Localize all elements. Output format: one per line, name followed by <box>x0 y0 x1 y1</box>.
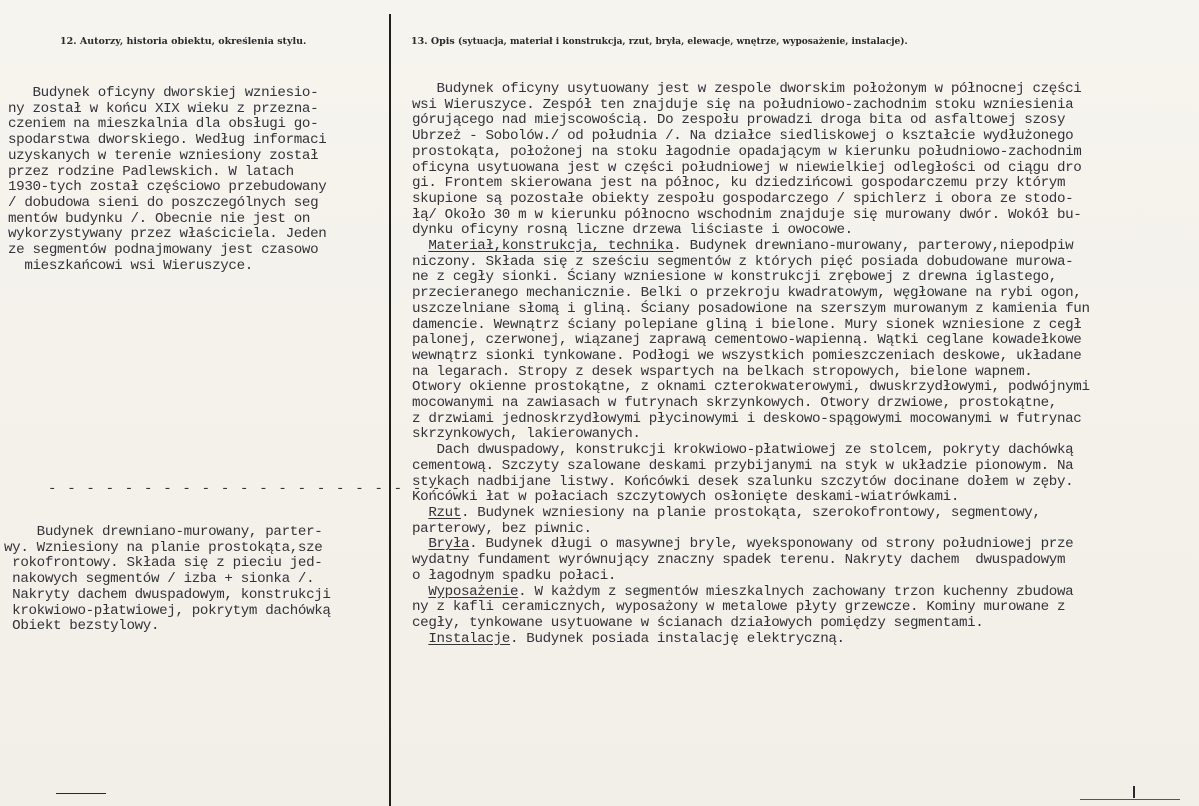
heading-rzut: Rzut <box>428 504 461 521</box>
history-line: przez rodzine Padlewskich. W latach <box>8 163 294 180</box>
history-line: mentów budynku /. Obecnie nie jest on <box>8 210 311 227</box>
bottom-tick-mark <box>1133 786 1135 798</box>
history-line: mieszkańcowi wsi Wieruszyce. <box>8 257 253 274</box>
summary-line: rokofrontowy. Składa się z pieciu jed- <box>4 555 323 572</box>
history-line: czeniem na mieszkalnia dla obsługi go- <box>8 116 319 133</box>
style-summary-text <box>4 525 331 635</box>
description-line: prostokąta, położonej na stoku łagodnie opadającym w kierunku południowo-zachodnim <box>412 143 1082 160</box>
history-line: ny został w końcu XIX wieku z przezna- <box>8 100 319 117</box>
description-line: wydatny fundament wyrównujący znaczny spadek terenu. Nakryty dachem dwuspadowym <box>412 552 1066 569</box>
description-line: niczony. Składa się z sześciu segmentów z których pięć posiada dobudowane murowa- <box>412 253 1074 270</box>
section-13-header <box>411 36 908 47</box>
bottom-rule-left <box>56 793 106 794</box>
description-line <box>412 537 1090 553</box>
column-divider <box>389 14 391 806</box>
history-line: / dobudowa sieni do poszczególnych seg <box>8 194 319 211</box>
section-12-header: 12. Autorzy, historia obiektu, określenia stylu. <box>60 36 307 47</box>
description-fragment: . Budynek drewniano-murowany, parterowy,niepodpiw <box>673 238 1074 255</box>
description-line: cementową. Szczyty szalowane deskami przybijanymi na styk w układzie pionowym. Na <box>412 457 1074 474</box>
history-line: wykorzystywany przez właściciela. Jeden <box>8 226 327 243</box>
section-13-subtitle: (sytuacja, materiał i konstrukcja, rzut, bryła, elewacje, wnętrze, wyposażenie, instalacje). <box>458 37 908 47</box>
description-line: Ubrzeż - Sobolów./ od południa /. Na działce siedliskowej o kształcie wydłużonego <box>412 128 1074 145</box>
history-line: spodarstwa dworskiego. Według informaci <box>8 132 327 149</box>
summary-line: Budynek drewniano-murowany, parter- <box>4 524 323 540</box>
summary-line: krokwiowo-płatwiowej, pokrytym dachówką <box>4 602 331 619</box>
description-line: na legarach. Stropy z desek wspartych na belkach stropowych, bielone wapnem. <box>412 363 1033 380</box>
description-text <box>412 82 1090 647</box>
description-line: górującego nad miejscowością. Do zespołu prowadzi droga bita od asfaltowej szosy <box>412 112 1066 129</box>
description-line: Końcówki łat w połaciach szczytowych osłonięte deskami-wiatrówkami. <box>412 489 959 506</box>
description-line: Otwory okienne prostokątne, z oknami czterokwaterowymi, dwuskrzydłowymi, podwójnymi <box>412 379 1090 396</box>
description-line: Dach dwuspadowy, konstrukcji krokwiowo-płatwiowej ze stolcem, pokryty dachówką <box>412 442 1074 459</box>
heading-bryla: Bryła <box>428 536 470 553</box>
dashed-separator: - - - - - - - - - - - - - - - - - - - - - - <box>48 481 461 497</box>
description-line <box>412 239 1090 255</box>
description-line: palonej, czerwonej, wiązanej zaprawą cementowo-wapienną. Wątki ceglane kowadełkowe <box>412 332 1082 349</box>
description-line: skrzynkowych, lakierowanych. <box>412 426 641 443</box>
summary-line: wy. Wzniesiony na planie prostokąta,sze <box>4 539 323 556</box>
description-line: Budynek oficyny usytuowany jest w zespole dworskim położonym w północnej części <box>412 81 1082 97</box>
description-line: damencie. Wewnątrz ściany polepiane gliną i bielone. Mury sionek wzniesione z cegł <box>412 316 1082 333</box>
description-fragment: . Budynek wzniesiony na planie prostokąta, szerokofrontowy, segmentowy, <box>460 504 1041 521</box>
description-line <box>412 506 1090 522</box>
description-line: ne z cegły sionki. Ściany wzniesione w konstrukcji zrębowej z drewna iglastego, <box>412 269 1057 286</box>
description-line: o łagodnym spadku połaci. <box>412 567 617 584</box>
heading-instalacje: Instalacje <box>428 630 510 647</box>
description-line: gi. Frontem skierowana jest na północ, ku dziedzińcowi gospodarczemu przy którym <box>412 175 1066 192</box>
description-line: wewnątrz sionki tynkowane. Podłogi we wszystkich pomieszczeniach deskowe, układane <box>412 347 1082 364</box>
description-line: oficyna usytuowana jest w części południowej w niewielkiej odległości od ciągu dro <box>412 159 1082 176</box>
description-line: przecieranego mechanicznie. Belki o przekroju kwadratowym, węgłowane na rybi ogon, <box>412 285 1082 302</box>
description-line: parterowy, bez piwnic. <box>412 520 592 537</box>
description-fragment: . W każdym z segmentów mieszkalnych zachowany trzon kuchenny zbudowa <box>518 583 1074 600</box>
description-line: mocowanymi na zawiasach w futrynach skrzynkowych. Otwory drzwiowe, prostokątne, <box>412 395 1057 412</box>
description-line: cegły, tynkowane usytuowane w ścianach działowych pomiędzy segmentami. <box>412 614 984 631</box>
description-fragment: . Budynek długi o masywnej bryle, wyeksponowany od strony południowej prze <box>469 536 1074 553</box>
history-text <box>8 86 326 274</box>
description-fragment: . Budynek posiada instalację elektryczną. <box>509 630 845 647</box>
description-line: uszczelniane słomą i gliną. Ściany posadowione na szerszym murowanym z kamienia fun <box>412 300 1090 317</box>
description-line: ny z kafli ceramicznych, wyposażony w metalowe płyty grzewcze. Kominy murowane z <box>412 599 1066 616</box>
description-line: dynku oficyny rosną liczne drzewa liściaste i owocowe. <box>412 222 853 239</box>
summary-line: Nakryty dachem dwuspadowym, konstrukcji <box>4 586 331 603</box>
history-line: uzyskanych w terenie wzniesiony został <box>8 147 319 164</box>
description-line: skupione są pozostałe obiekty zespołu gospodarczego / spichlerz i obora ze stodo- <box>412 190 1074 207</box>
heading-material: Materiał,konstrukcja, technika <box>428 238 674 255</box>
history-line: Budynek oficyny dworskiej wzniesio- <box>8 85 319 101</box>
history-line: 1930-tych został częściowo przebudowany <box>8 179 327 196</box>
description-line: wsi Wieruszyce. Zespół ten znajduje się na południowo-zachodnim stoku wzniesienia <box>412 96 1074 113</box>
bottom-rule-right <box>1080 799 1180 800</box>
section-13-title: 13. Opis <box>411 36 455 47</box>
summary-line: Obiekt bezstylowy. <box>4 618 160 635</box>
description-line: łą/ Około 30 m w kierunku północno wschodnim znajduje się murowany dwór. Wokół bu- <box>412 206 1082 223</box>
description-line <box>412 585 1090 601</box>
description-line: stykach nadbijane listwy. Końcówki desek szalunku szczytów docinane dołem w zęby. <box>412 473 1074 490</box>
summary-line: nakowych segmentów / izba + sionka /. <box>4 571 315 588</box>
description-line <box>412 632 1090 648</box>
history-line: ze segmentów podnajmowany jest czasowo <box>8 242 319 259</box>
heading-wyposazenie: Wyposażenie <box>428 583 519 600</box>
description-line: z drzwiami jednoskrzydłowymi płycinowymi i deskowo-spągowymi mocowanymi w futrynac <box>412 410 1082 427</box>
